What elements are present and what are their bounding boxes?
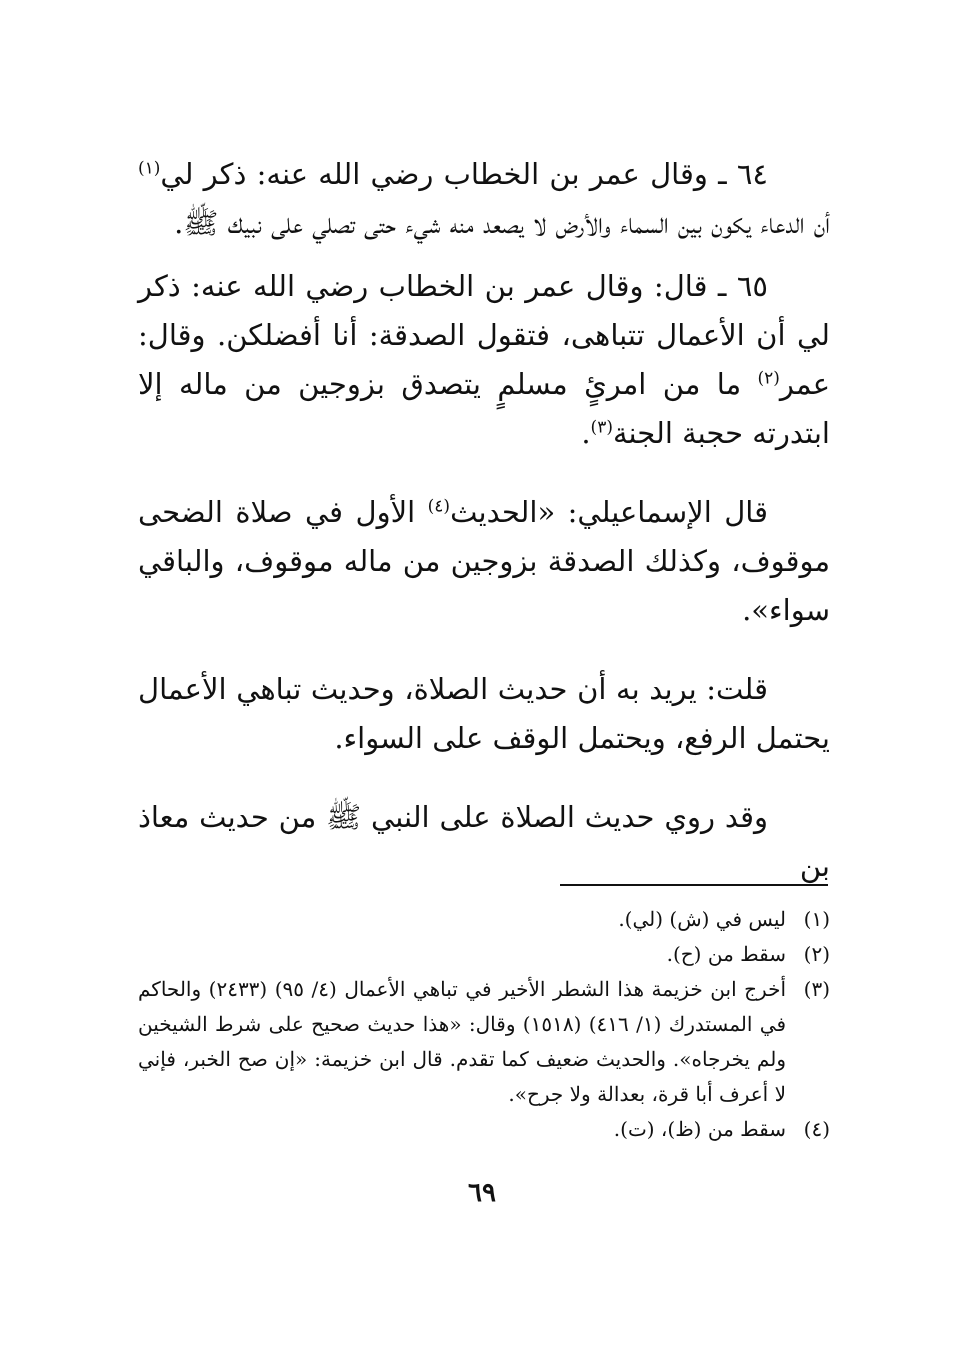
paragraph-65-text-end: . bbox=[581, 416, 591, 450]
footnote-ref-4[interactable]: (٤) bbox=[427, 496, 451, 517]
footnote-text: سقط من (ح). bbox=[666, 942, 786, 966]
footnote-1 bbox=[138, 902, 830, 937]
paragraph-ismaili-text-start: قال الإسماعيلي: «الحديث bbox=[450, 495, 768, 529]
footnote-4 bbox=[138, 1112, 830, 1147]
footnote-number: (٣) bbox=[803, 977, 830, 1001]
footnote-number: (١) bbox=[803, 907, 830, 931]
footnote-ref-1[interactable]: (١) bbox=[138, 158, 161, 179]
paragraph-64-text-start: ٦٤ ـ وقال عمر بن الخطاب رضي الله عنه: ذكر لي bbox=[160, 157, 768, 191]
main-text bbox=[138, 150, 830, 905]
paragraph-65 bbox=[138, 262, 830, 458]
paragraph-qultu-text: قلت: يريد به أن حديث الصلاة، وحديث تباهي الأعمال يحتمل الرفع، ويحتمل الوقف على السواء. bbox=[138, 672, 830, 755]
paragraph-qultu bbox=[138, 665, 830, 763]
footnote-2 bbox=[138, 937, 830, 972]
footnote-number: (٤) bbox=[803, 1117, 830, 1141]
footnote-number: (٢) bbox=[803, 942, 830, 966]
paragraph-64 bbox=[138, 150, 830, 248]
footnote-text: أخرج ابن خزيمة هذا الشطر الأخير في تباهي الأعمال (٤/ ٩٥) (٢٤٣٣) والحاكم في المستدرك (١/ ٤١٦) (١٥١٨) وقال: «هذا حديث صحيح على شرط الشيخين ولم يخرجاه». والحديث ضعيف كما تقدم. قال ابن خزيمة: «إن صح الخبر، فإني لا أعرف أبا قرة، بعدالة ولا جرح». bbox=[138, 977, 787, 1106]
paragraph-continued bbox=[138, 793, 830, 891]
paragraph-65-text-start: ٦٥ ـ قال: وقال عمر بن الخطاب رضي الله عنه: ذكر لي أن الأعمال تتباهى، فتقول الصدقة: أنا أفضلكن. وقال: عمر bbox=[138, 269, 830, 401]
page-number: ٦٩ bbox=[468, 1178, 496, 1208]
footnote-text: سقط من (ظ)، (ت). bbox=[613, 1117, 786, 1141]
paragraph-65-text-middle: ما من امرئٍ مسلمٍ يتصدق بزوجين من ماله إلا ابتدرته حجبة الجنة bbox=[138, 367, 830, 450]
footnotes bbox=[138, 902, 830, 1147]
footnote-ref-2[interactable]: (٢) bbox=[757, 368, 780, 389]
footnote-ref-3[interactable]: (٣) bbox=[590, 417, 613, 438]
footnote-3 bbox=[138, 972, 830, 1112]
paragraph-64-text-end: أن الدعاء يكون بين السماء والأرض لا يصعد منه شيء حتى تصلي على نبيك ﷺ. bbox=[174, 206, 830, 240]
footnote-separator bbox=[560, 884, 828, 886]
paragraph-continued-text: وقد روي حديث الصلاة على النبي ﷺ من حديث معاذ بن bbox=[138, 800, 830, 883]
paragraph-ismaili bbox=[138, 488, 830, 635]
footnote-text: ليس في (ش) (لي). bbox=[618, 907, 786, 931]
paragraph-ismaili-text-end: الأول في صلاة الضحى موقوف، وكذلك الصدقة بزوجين من ماله موقوف، والباقي سواء». bbox=[138, 495, 830, 627]
